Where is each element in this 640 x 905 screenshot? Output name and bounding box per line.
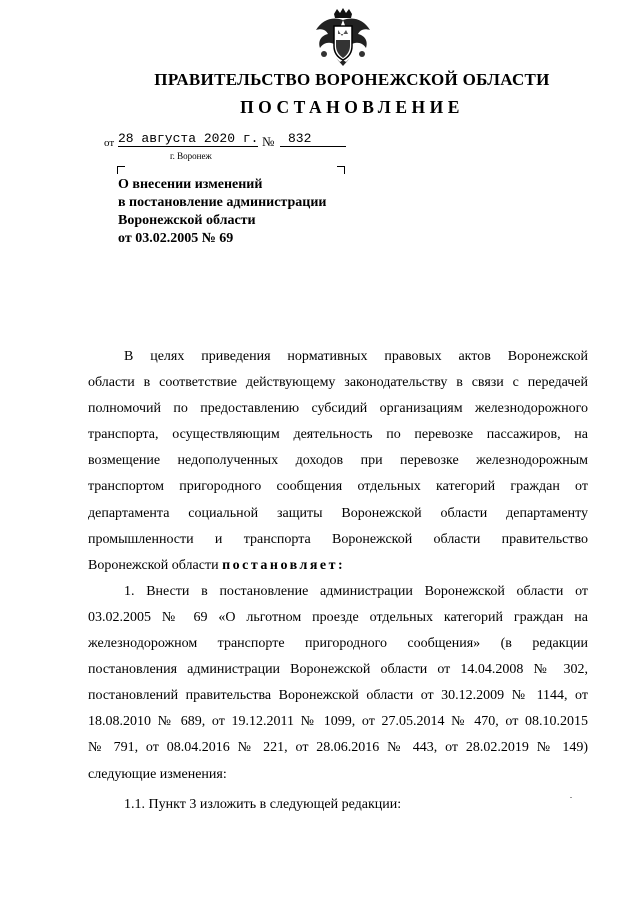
number-underline: [280, 146, 346, 147]
subject-line: Воронежской области: [118, 213, 256, 228]
scan-artifact: [570, 797, 572, 798]
coat-of-arms-emblem: [312, 8, 374, 68]
text-line: [88, 553, 588, 579]
date-underline: [118, 146, 258, 147]
document-date-number-line: [104, 131, 364, 149]
text-line: 03.02.2005 № 69 «О льготном проезде отдельных категорий граждан на: [88, 609, 588, 625]
text-line: транспорта, осуществляющим деятельность по перевозке пассажиров, на: [88, 427, 588, 443]
text-line: транспортом пригородного сообщения отдельных категорий граждан от: [88, 479, 588, 495]
text-line: области в соответствие действующему законодательству в связи с передачей: [88, 375, 588, 391]
text-line: следующие изменения:: [88, 766, 227, 782]
date-prefix: от: [104, 137, 115, 149]
subject-line: от 03.02.2005 № 69: [118, 231, 234, 246]
text-line: департамента социальной защиты Воронежской области департаменту: [88, 505, 588, 521]
document-subject: [118, 176, 326, 248]
text-line: В целях приведения нормативных правовых актов Воронежской: [124, 349, 588, 364]
subject-line: в постановление администрации: [118, 195, 327, 210]
subject-corner-mark-right: [337, 166, 345, 174]
text-line: промышленности и транспорта Воронежской области правительство: [88, 531, 588, 547]
text-line: 1. Внести в постановление администрации Воронежской области от: [124, 583, 588, 599]
document-date: 28 августа 2020 г.: [118, 131, 259, 146]
text-line: 18.08.2010 № 689, от 19.12.2011 № 1099, от 27.05.2014 № 470, от 08.10.2015: [88, 714, 588, 730]
item-1-paragraph: [88, 579, 588, 788]
item-1-1-paragraph: [88, 792, 588, 818]
decrees-word: постановляет:: [222, 557, 346, 573]
document-body: [88, 344, 588, 818]
text-line: постановлений правительства Воронежской области от 30.12.2009 № 1144, от: [88, 688, 588, 704]
text-line: железнодорожном транспорте пригородного сообщения» (в редакции: [88, 636, 588, 652]
subject-corner-mark-left: [117, 166, 125, 174]
document-number: 832: [288, 131, 312, 146]
city-label: г. Воронеж: [170, 151, 212, 161]
preamble-paragraph: [88, 344, 588, 579]
document-type-title: ПОСТАНОВЛЕНИЕ: [240, 97, 464, 117]
number-prefix: №: [262, 134, 275, 149]
subject-line: О внесении изменений: [118, 177, 263, 192]
preamble-last-text: Воронежской области: [88, 557, 223, 573]
text-line: постановления администрации Воронежской области от 14.04.2008 № 302,: [88, 662, 588, 678]
text-line: возмещение недополученных доходов при перевозке железнодорожным: [88, 453, 588, 469]
text-line: № 791, от 08.04.2016 № 221, от 28.06.2016 № 443, от 28.02.2019 № 149): [88, 740, 588, 756]
government-title: ПРАВИТЕЛЬСТВО ВОРОНЕЖСКОЙ ОБЛАСТИ: [154, 70, 550, 89]
text-line: полномочий по предоставлению субсидий организациям железнодорожного: [88, 401, 588, 417]
text-line: 1.1. Пункт 3 изложить в следующей редакции:: [124, 796, 402, 812]
